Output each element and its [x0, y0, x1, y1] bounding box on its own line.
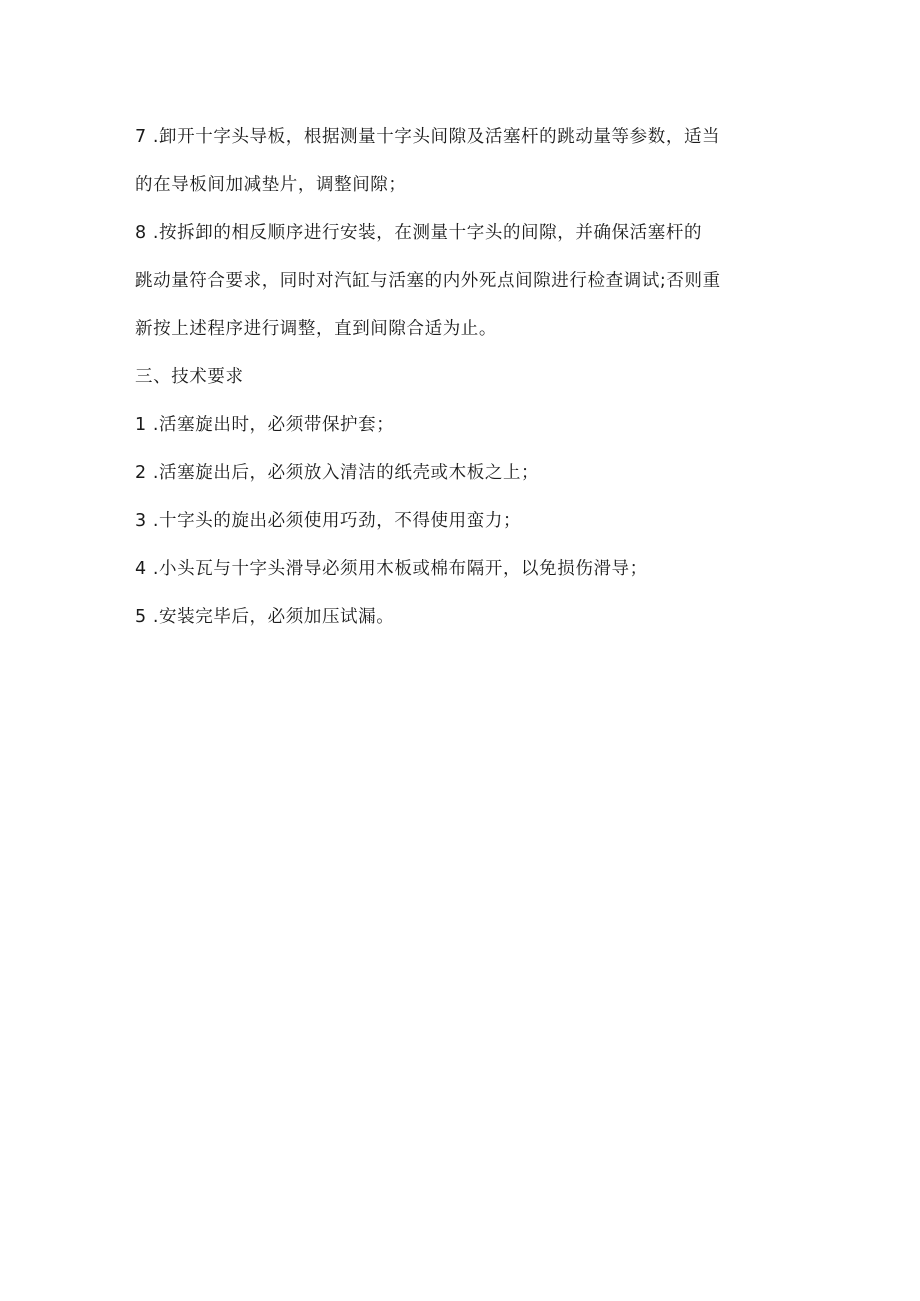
- requirement-5: 5 .安装完毕后，必须加压试漏。: [135, 607, 395, 627]
- section-heading-technical-requirements: 三、技术要求: [135, 367, 244, 387]
- step-8-line-2: 跳动量符合要求，同时对汽缸与活塞的内外死点间隙进行检查调试;否则重: [135, 271, 721, 291]
- requirement-4: 4 .小头瓦与十字头滑导必须用木板或棉布隔开，以免损伤滑导；: [135, 559, 648, 579]
- document-body: [135, 125, 800, 653]
- step-8-line-1: 8 .按拆卸的相反顺序进行安装，在测量十字头的间隙，并确保活塞杆的: [135, 223, 703, 243]
- requirement-2: 2 .活塞旋出后，必须放入清洁的纸壳或木板之上；: [135, 463, 540, 483]
- requirement-1: 1 .活塞旋出时，必须带保护套；: [135, 415, 395, 435]
- requirement-3: 3 .十字头的旋出必须使用巧劲，不得使用蛮力；: [135, 511, 522, 531]
- step-7-line-2: 的在导板间加减垫片，调整间隙；: [135, 175, 407, 195]
- step-8-line-3: 新按上述程序进行调整，直到间隙合适为止。: [135, 319, 497, 339]
- step-7-line-1: 7 .卸开十字头导板，根据测量十字头间隙及活塞杆的跳动量等参数，适当: [135, 127, 721, 147]
